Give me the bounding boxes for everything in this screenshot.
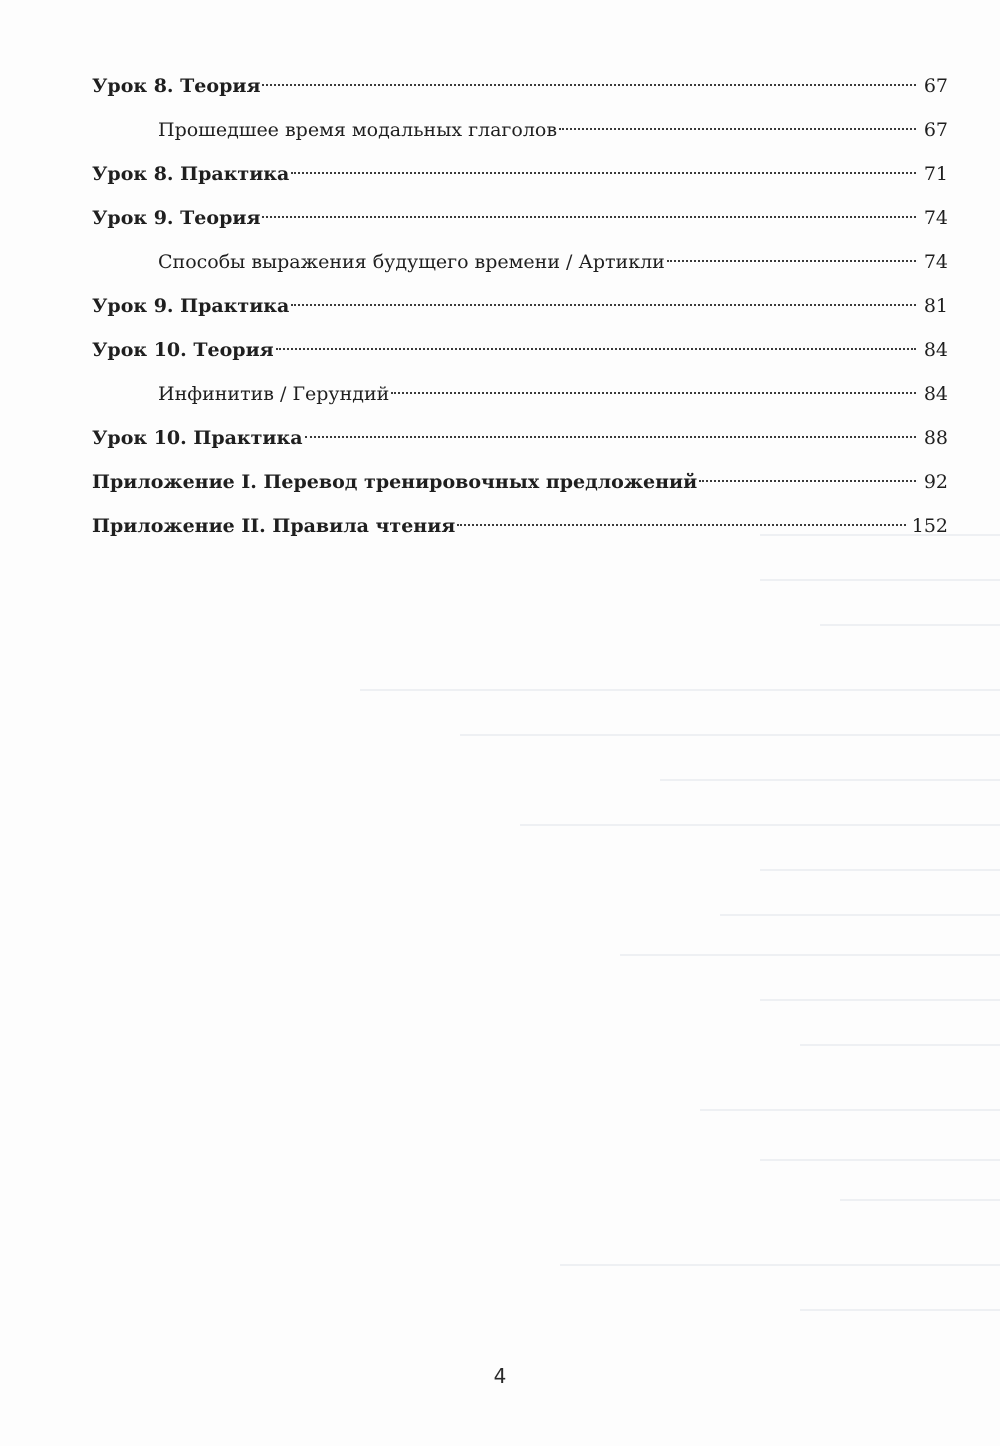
toc-entry-page: 81 bbox=[923, 295, 948, 317]
toc-entry-title: Инфинитив / Герундий bbox=[158, 383, 390, 405]
toc-entry-title: Прошедшее время модальных глаголов bbox=[158, 119, 558, 141]
dot-leader bbox=[391, 392, 916, 394]
toc-entry-title: Приложение II. Правила чтения bbox=[92, 515, 456, 537]
toc-entry-page: 74 bbox=[923, 207, 948, 229]
toc-subentry[interactable] bbox=[92, 372, 948, 416]
toc-entry-page: 88 bbox=[923, 427, 948, 449]
toc-entry[interactable] bbox=[92, 416, 948, 460]
toc-entry-title: Урок 10. Теория bbox=[92, 339, 274, 361]
toc-subentry[interactable] bbox=[92, 240, 948, 284]
page-number: 4 bbox=[493, 1364, 507, 1388]
toc-entry-page: 67 bbox=[923, 75, 948, 97]
toc-entry-page: 71 bbox=[923, 163, 948, 185]
table-of-contents bbox=[92, 64, 948, 548]
dot-leader bbox=[262, 84, 916, 86]
toc-entry-title: Урок 10. Практика bbox=[92, 427, 303, 449]
toc-entry[interactable] bbox=[92, 64, 948, 108]
dot-leader bbox=[457, 524, 905, 526]
dot-leader bbox=[291, 304, 916, 306]
toc-entry-page: 74 bbox=[923, 251, 948, 273]
dot-leader bbox=[667, 260, 916, 262]
toc-entry-title: Урок 8. Теория bbox=[92, 75, 261, 97]
toc-entry[interactable] bbox=[92, 328, 948, 372]
toc-entry-page: 84 bbox=[923, 339, 948, 361]
dot-leader bbox=[276, 348, 916, 350]
toc-entry-page: 152 bbox=[911, 515, 948, 537]
toc-entry[interactable] bbox=[92, 460, 948, 504]
dot-leader bbox=[262, 216, 916, 218]
toc-entry[interactable] bbox=[92, 152, 948, 196]
dot-leader bbox=[291, 172, 916, 174]
toc-entry-title: Урок 9. Теория bbox=[92, 207, 261, 229]
toc-entry[interactable] bbox=[92, 284, 948, 328]
dot-leader bbox=[305, 436, 916, 438]
toc-entry-title: Приложение I. Перевод тренировочных предложений bbox=[92, 471, 698, 493]
toc-entry[interactable] bbox=[92, 196, 948, 240]
toc-entry-page: 92 bbox=[923, 471, 948, 493]
toc-entry-title: Урок 8. Практика bbox=[92, 163, 290, 185]
toc-entry-title: Способы выражения будущего времени / Артикли bbox=[158, 251, 665, 273]
toc-entry-page: 67 bbox=[923, 119, 948, 141]
dot-leader bbox=[559, 128, 916, 130]
toc-entry-title: Урок 9. Практика bbox=[92, 295, 290, 317]
toc-subentry[interactable] bbox=[92, 108, 948, 152]
dot-leader bbox=[699, 480, 916, 482]
toc-entry-page: 84 bbox=[923, 383, 948, 405]
toc-entry[interactable] bbox=[92, 504, 948, 548]
